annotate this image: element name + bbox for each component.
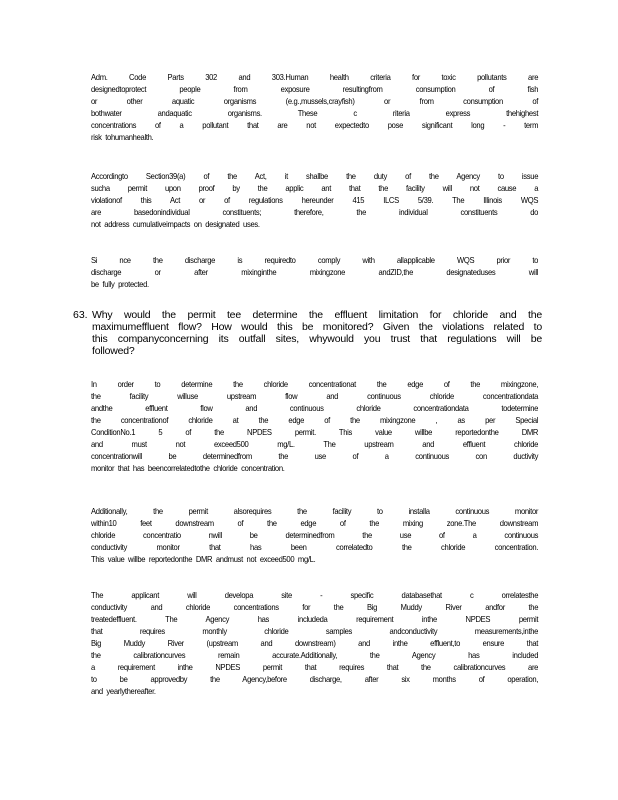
text-line: chloride concentratio nwill be determinedfrom the use of a continuous (91, 530, 539, 540)
text-line: This value willbe reportedonthe DMR andmust not exceed500 mg/L. (91, 554, 316, 564)
question-line: maximumeffluent flow? How would this be monitored? Given the violations related to (92, 321, 542, 333)
text-line: concentrations of a pollutant that are not expectedto pose significant long - term (91, 120, 539, 130)
text-line: Si nce the discharge is requiredto comply with allapplicable WQS prior to (91, 255, 539, 265)
text-line: and yearlythereafter. (91, 686, 156, 696)
paragraph-adm-code (91, 71, 538, 143)
text-line: ConditionNo.1 5 of the NPDES permit. This value willbe reportedonthe DMR (91, 427, 539, 437)
paragraph-section-39 (91, 170, 538, 230)
text-line: the facility willuse upstream flow and continuous chloride concentrationdata (91, 391, 539, 401)
text-line: not address cumulativeimpacts on designated uses. (91, 219, 260, 229)
text-line: sucha permit upon proof by the applic ant that the facility will not cause a (91, 183, 539, 193)
text-line: are basedonindividual constituents; therefore, the individual constituents do (91, 207, 539, 217)
question-number: 63. (73, 309, 88, 321)
text-line: violationof this Act or of regulations hereunder 415 ILCS 5/39. The Illinois WQS (91, 195, 539, 205)
text-line: Accordingto Section39(a) of the Act, it shallbe the duty of the Agency to issue (91, 171, 539, 181)
text-line: discharge or after mixinginthe mixingzone andZID,the designateduses will (91, 267, 539, 277)
text-line: to be approvedby the Agency,before discharge, after six months of operation, (91, 674, 539, 684)
answer-paragraph-additionally (91, 505, 538, 565)
text-line: In order to determine the chloride concentrationat the edge of the mixingzone, (91, 379, 539, 389)
text-line: monitor that has beencorrelatedtothe chloride concentration. (91, 463, 285, 473)
text-line: The applicant will developa site - specific databasethat c orrelatesthe (91, 590, 539, 600)
text-line: be fully protected. (91, 279, 149, 289)
text-line: bothwater andaquatic organisms. These c riteria express thehighest (91, 108, 539, 118)
text-line: or other aquatic organisms (e.g.,mussels,crayfish) or from consumption of (91, 96, 539, 106)
question-text (92, 309, 542, 357)
answer-paragraph-in-order (91, 378, 538, 474)
text-line: andthe effluent flow and continuous chloride concentrationdata todetermine (91, 403, 539, 413)
text-line: risk tohumanhealth. (91, 132, 154, 142)
text-line: conductivity monitor that has been correlatedto the chloride concentration. (91, 542, 539, 552)
answer-paragraph-applicant (91, 589, 538, 697)
text-line: concentrationwill be determinedfrom the use of a continuous con ductivity (91, 451, 539, 461)
paragraph-since-discharge (91, 254, 538, 290)
question-line: this companyconcerning its outfall sites, whywould you trust that regulations will be (92, 333, 542, 345)
text-line: a requirement inthe NPDES permit that requires that the calibrationcurves are (91, 662, 539, 672)
text-line: within10 feet downstream of the edge of the mixing zone.The downstream (91, 518, 539, 528)
text-line: Adm. Code Parts 302 and 303.Human health criteria for toxic pollutants are (91, 72, 539, 82)
text-line: Additionally, the permit alsorequires the facility to installa continuous monitor (91, 506, 539, 516)
text-line: treatedeffluent. The Agency has includeda requirement inthe NPDES permit (91, 614, 539, 624)
text-line: the calibrationcurves remain accurate.Additionally, the Agency has included (91, 650, 539, 660)
question-line: followed? (92, 345, 135, 357)
text-line: designedtoprotect people from exposure resultingfrom consumption of fish (91, 84, 539, 94)
text-line: the concentrationof chloride at the edge of the mixingzone , as per Special (91, 415, 539, 425)
question-line: Why would the permit tee determine the effluent limitation for chloride and the (92, 309, 542, 321)
text-line: Big Muddy River (upstream and downstream) and inthe effluent,to ensure that (91, 638, 539, 648)
text-line: and must not exceed500 mg/L. The upstream and effluent chloride (91, 439, 539, 449)
text-line: that requires monthly chloride samples andconductivity measurements,inthe (91, 626, 539, 636)
text-line: conductivity and chloride concentrations for the Big Muddy River andfor the (91, 602, 539, 612)
